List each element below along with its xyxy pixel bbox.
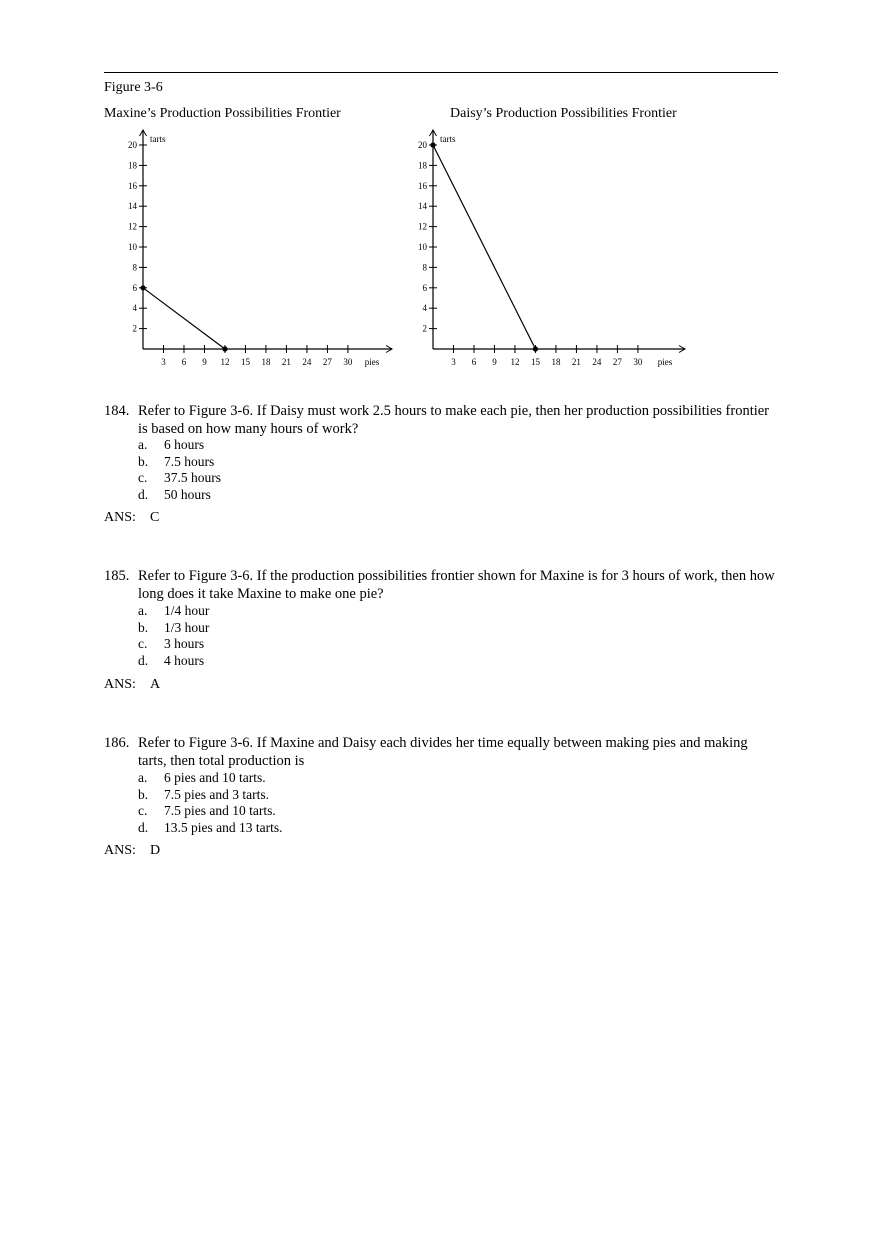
question-text: Refer to Figure 3-6. If Maxine and Daisy each divides her time equally between making pies and making tarts, then total production is [138, 735, 748, 769]
question-text: Refer to Figure 3-6. If the production possibilities frontier shown for Maxine is for 3 hours of work, then how long does it take Maxine to make one pie? [138, 568, 775, 602]
y-tick-label: 12 [418, 221, 427, 232]
y-tick-label: 20 [418, 140, 427, 150]
answer-value: A [150, 677, 161, 692]
y-tick-label: 18 [418, 160, 427, 171]
y-tick-label: 14 [418, 201, 427, 212]
x-tick-label: 27 [322, 357, 332, 367]
question-number: 186. [104, 735, 130, 751]
y-tick-label: 2 [132, 323, 137, 334]
y-tick-label: 8 [422, 262, 427, 273]
x-tick-label: 21 [571, 357, 581, 367]
ppf-point [533, 346, 538, 351]
x-tick-label: 18 [551, 357, 561, 367]
x-tick-label: 15 [530, 357, 540, 367]
x-tick-label: 6 [181, 357, 187, 367]
y-tick-label: 4 [422, 303, 427, 314]
y-tick-label: 16 [418, 180, 427, 191]
y-tick-label: 6 [132, 282, 137, 293]
x-tick-label: 6 [471, 357, 477, 367]
figure-label: Figure 3-6 [104, 80, 163, 95]
x-tick-label: 12 [510, 357, 520, 367]
ppf-point [222, 346, 227, 351]
x-tick-label: 9 [202, 357, 207, 367]
ppf-line [433, 145, 535, 349]
x-tick-label: 27 [612, 357, 622, 367]
y-tick-label: 10 [128, 242, 137, 252]
daisy-ppf-chart [390, 126, 690, 376]
question-text: Refer to Figure 3-6. If Daisy must work 2.5 hours to make each pie, then her production possibilities frontier is based on how many hours of work? [138, 403, 770, 437]
maxine-ppf-chart [100, 126, 400, 376]
ppf-point [140, 285, 145, 290]
x-tick-label: 24 [592, 357, 602, 367]
y-tick-label: 18 [128, 160, 137, 171]
y-tick-label: 6 [422, 282, 427, 293]
y-tick-label: 4 [132, 303, 137, 314]
answer-value: C [150, 510, 160, 525]
y-tick-label: 14 [128, 201, 137, 212]
answer-value: D [150, 843, 161, 858]
ppf-line [143, 288, 225, 349]
y-tick-label: 8 [132, 262, 137, 273]
x-tick-label: 9 [492, 357, 497, 367]
maxine-chart-title: Maxine’s Production Possibilities Frontier [104, 106, 341, 121]
question-number: 184. [104, 403, 130, 419]
y-tick-label: 12 [128, 221, 137, 232]
y-axis-label: tarts [440, 134, 456, 144]
y-axis-label: tarts [150, 134, 166, 144]
x-tick-label: 30 [633, 357, 643, 367]
x-axis-label: pies [657, 357, 673, 367]
x-tick-label: 12 [220, 357, 230, 367]
x-tick-label: 3 [161, 357, 166, 367]
x-tick-label: 24 [302, 357, 312, 367]
question-number: 185. [104, 568, 130, 584]
ppf-point [430, 142, 435, 147]
y-tick-label: 2 [422, 323, 427, 334]
top-rule [104, 72, 778, 73]
x-tick-label: 3 [451, 357, 456, 367]
x-tick-label: 21 [281, 357, 291, 367]
y-tick-label: 20 [128, 140, 137, 150]
daisy-chart-title: Daisy’s Production Possibilities Frontier [450, 106, 677, 121]
x-axis-label: pies [364, 357, 380, 367]
y-tick-label: 10 [418, 242, 427, 252]
x-tick-label: 18 [261, 357, 271, 367]
x-tick-label: 15 [240, 357, 250, 367]
x-tick-label: 30 [343, 357, 353, 367]
y-tick-label: 16 [128, 180, 137, 191]
